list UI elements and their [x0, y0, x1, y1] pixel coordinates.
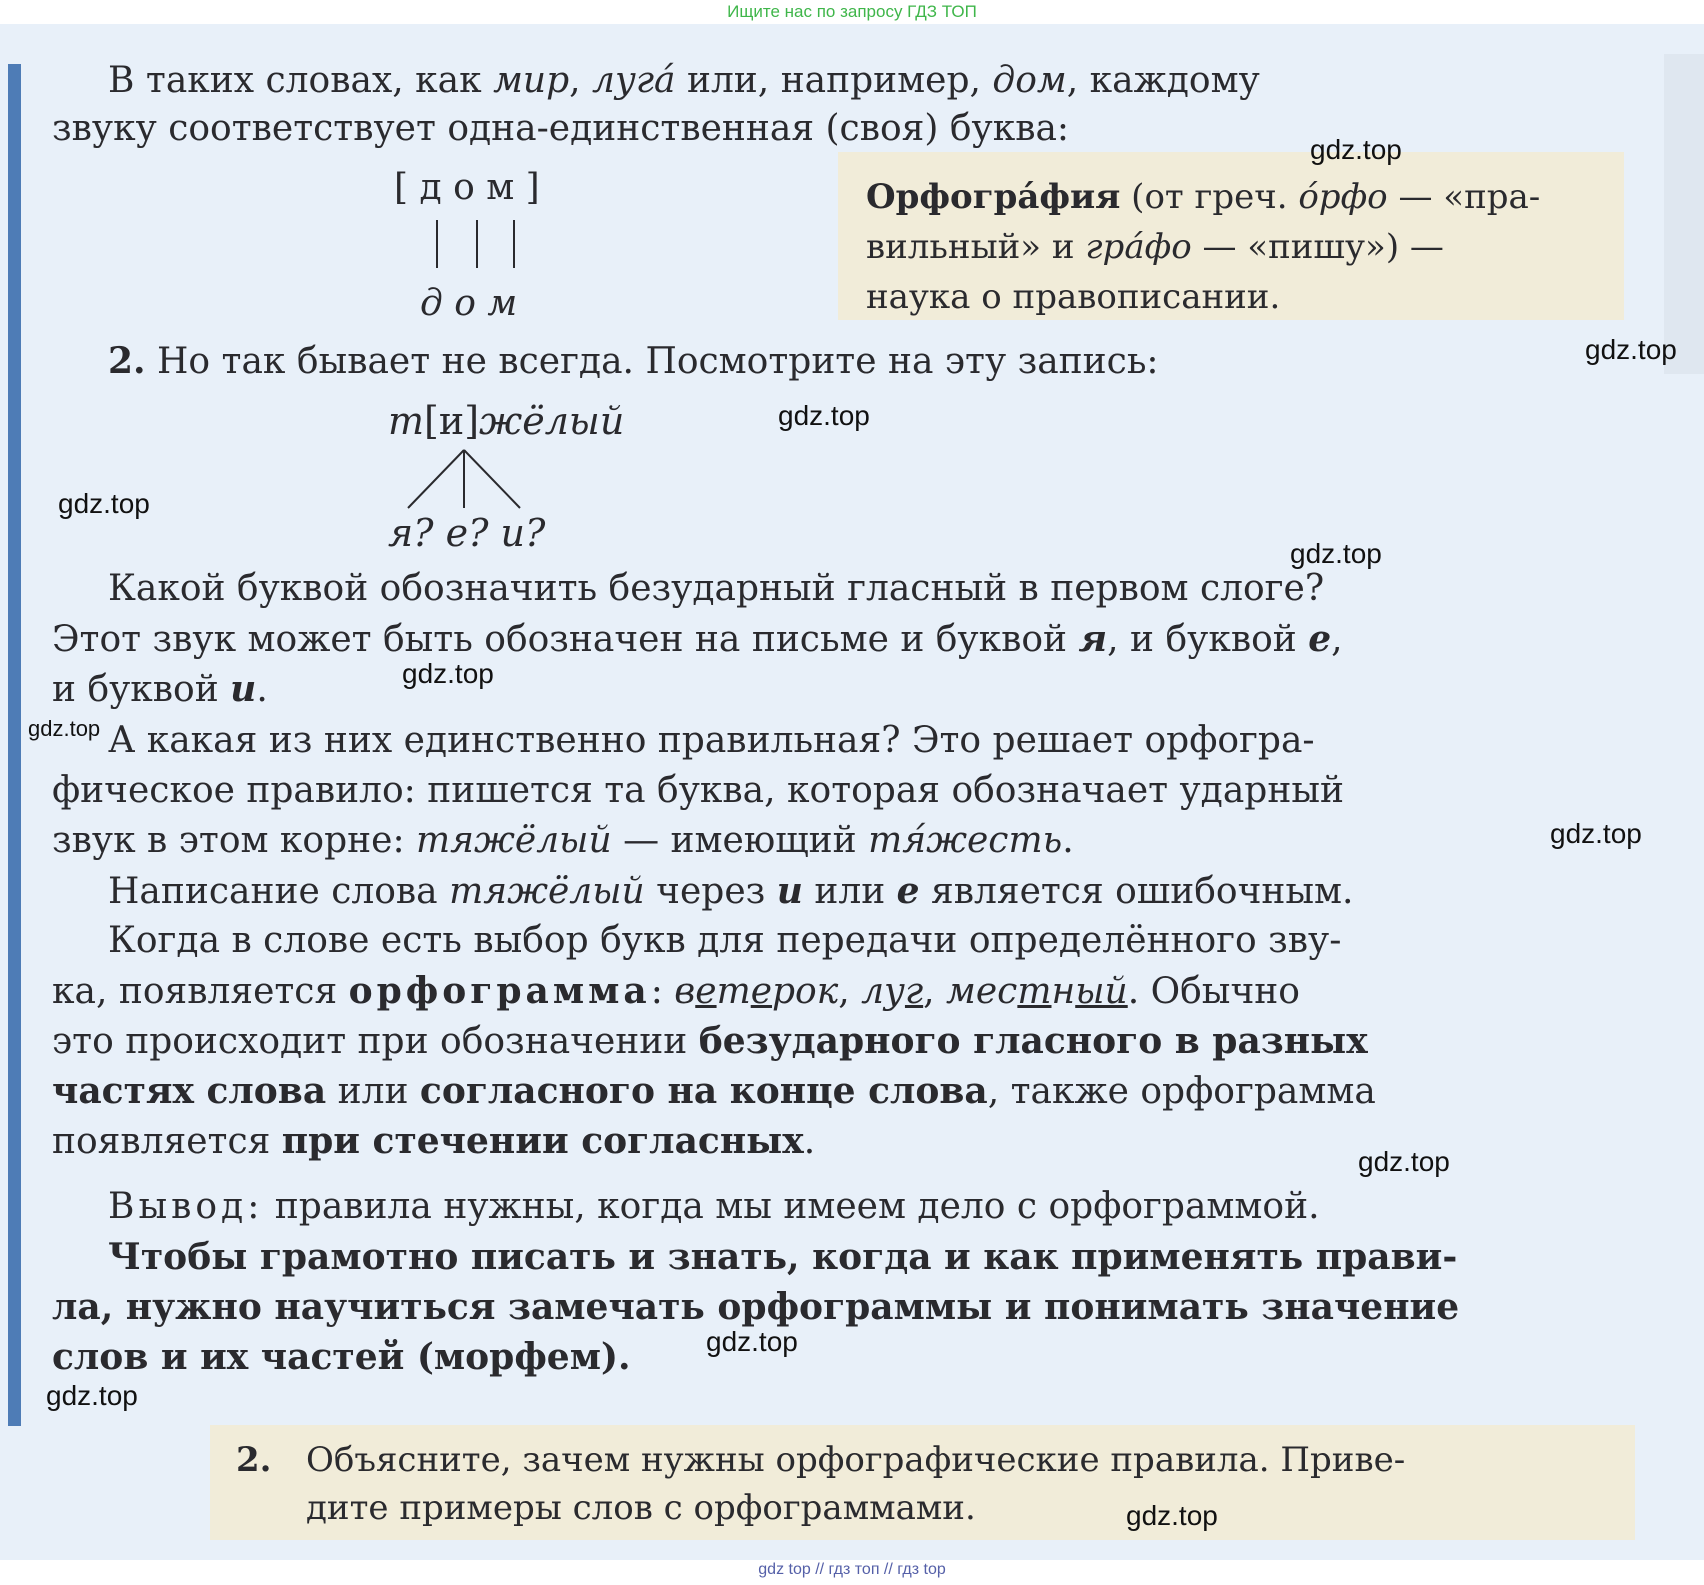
- task-line-1: Объясните, зачем нужны орфографические правила. Приве-: [306, 1440, 1406, 1480]
- paragraph-6-line-2: [52, 966, 1300, 1017]
- paragraph-2: [108, 336, 1159, 387]
- text: т: [388, 399, 425, 443]
- letter-options: я? е? и?: [388, 511, 546, 555]
- definition-term: Орфогрáфия: [866, 177, 1121, 217]
- watermark: gdz.top: [1550, 818, 1642, 849]
- dom-sounds-transcription: [ д о м ]: [394, 167, 540, 208]
- text: н: [1051, 971, 1076, 1012]
- text: , также орфограмма: [987, 1071, 1376, 1112]
- orfogramma-mark: г: [904, 971, 924, 1012]
- greek-word: грáфо: [1085, 227, 1192, 267]
- dom-letters: д о м: [420, 283, 518, 324]
- text: ,: [569, 60, 593, 101]
- letter: е: [1308, 618, 1332, 660]
- orfogramma-mark: е: [750, 971, 773, 1012]
- letter: и: [776, 870, 803, 912]
- orfogramma-mark: е: [695, 971, 717, 1012]
- text: — имеющий: [611, 820, 869, 861]
- text: ка, появляется: [52, 971, 349, 1012]
- example-word: мир: [493, 60, 570, 101]
- paragraph-6-line-4: [52, 1066, 1376, 1117]
- paragraph-4-line-3: [52, 816, 1074, 866]
- text: правила нужны, когда мы имеем дело с орфограммой.: [263, 1186, 1320, 1227]
- watermark: gdz.top: [1290, 538, 1382, 569]
- conclusion-line-1: [108, 1182, 1320, 1232]
- bold-text: безударного гласного в разных: [698, 1020, 1368, 1062]
- paragraph-3-line-1: Какой буквой обозначить безударный гласный в первом слоге?: [108, 568, 1325, 609]
- definition-line-1: [866, 172, 1540, 222]
- text: , каждому: [1066, 60, 1260, 101]
- orfogramma-mark: т: [1017, 971, 1052, 1012]
- text: ,: [923, 971, 947, 1012]
- paragraph-6-line-3: [52, 1016, 1368, 1067]
- text: ,: [1331, 619, 1343, 660]
- example-lug: [861, 971, 923, 1012]
- left-accent-bar: [8, 64, 21, 1426]
- watermark: gdz.top: [1126, 1500, 1218, 1531]
- text: Но так бывает не всегда. Посмотрите на эту запись:: [145, 341, 1159, 382]
- greek-word: óрфо: [1298, 177, 1388, 217]
- watermark: gdz.top: [1585, 334, 1677, 365]
- example-word: тя́жесть: [868, 820, 1063, 861]
- example-word: тяжёлый: [449, 871, 645, 912]
- watermark: gdz.top: [402, 658, 494, 689]
- text: появляется: [52, 1121, 282, 1162]
- conclusion-label: Вывод:: [108, 1186, 264, 1227]
- watermark: gdz.top: [706, 1326, 798, 1357]
- text: . Обычно: [1127, 971, 1300, 1012]
- conclusion-bold-line-1: Чтобы грамотно писать и знать, когда и как применять прави-: [108, 1236, 1458, 1278]
- paragraph-6-line-5: [52, 1116, 815, 1167]
- tyazhely-scheme-lines: [0, 0, 1, 1]
- paragraph-3-line-3: [52, 664, 268, 715]
- paragraph-4-line-1: А какая из них единственно правильная? Это решает орфогра-: [108, 720, 1315, 761]
- unstressed-sound: [и]: [424, 399, 480, 443]
- definition-line-2: [866, 222, 1444, 272]
- bold-text: частях слова: [52, 1070, 327, 1112]
- watermark: gdz.top: [778, 400, 870, 431]
- text: является ошибочным.: [919, 871, 1354, 912]
- term-orfogramma: орфограмма: [348, 970, 651, 1012]
- text: через: [644, 871, 777, 912]
- paragraph-1-line-2: звуку соответствует одна-единственная (своя) буква:: [52, 108, 1070, 149]
- letter: я: [1078, 618, 1108, 660]
- text: и буквой: [52, 669, 231, 710]
- conclusion-bold-line-2: ла, нужно научиться замечать орфограммы и понимать значение: [52, 1286, 1460, 1328]
- paragraph-6-line-1: Когда в слове есть выбор букв для передачи определённого зву-: [108, 920, 1342, 961]
- tyazhely-transcription: [388, 398, 624, 444]
- text: или: [326, 1071, 420, 1112]
- conclusion-bold-line-3: слов и их частей (морфем).: [52, 1336, 631, 1378]
- watermark: gdz.top: [58, 488, 150, 519]
- task-line-2: дите примеры слов с орфограммами.: [306, 1488, 976, 1528]
- text: .: [803, 1121, 816, 1162]
- text: .: [256, 669, 268, 710]
- example-mestny: [946, 971, 1128, 1012]
- paragraph-1-line-1: [108, 56, 1260, 106]
- example-word: дом: [992, 60, 1067, 101]
- text: вильный» и: [866, 227, 1086, 267]
- letter: е: [896, 870, 920, 912]
- text: звук в этом корне:: [52, 820, 417, 861]
- bottom-banner[interactable]: gdz top // гдз топ // гдз top: [758, 1561, 946, 1578]
- watermark: gdz.top: [28, 716, 101, 741]
- paragraph-4-line-2: фическое правило: пишется та буква, которая обозначает ударный: [52, 770, 1344, 811]
- bold-text: при стечении согласных: [281, 1120, 804, 1162]
- text: , и буквой: [1107, 619, 1309, 660]
- text: — «пра-: [1387, 177, 1541, 217]
- orfogramma-mark: ый: [1075, 971, 1128, 1012]
- text: — «пишу») —: [1191, 227, 1444, 267]
- text: .: [1062, 820, 1074, 861]
- text: :: [650, 971, 675, 1012]
- text: или, например,: [675, 60, 993, 101]
- text: лу: [861, 971, 905, 1012]
- task-number: 2.: [236, 1440, 272, 1480]
- text: это происходит при обозначении: [52, 1021, 699, 1062]
- right-edge-strip: [1664, 54, 1704, 374]
- text: мес: [946, 971, 1018, 1012]
- paragraph-number: 2.: [108, 340, 146, 382]
- text: Этот звук может быть обозначен на письме и буквой: [52, 619, 1079, 660]
- text: жёлый: [479, 399, 625, 443]
- text: т: [716, 971, 751, 1012]
- watermark: gdz.top: [1358, 1146, 1450, 1177]
- example-word: тяжёлый: [416, 820, 612, 861]
- text: (от греч.: [1120, 177, 1299, 217]
- text: ,: [838, 971, 862, 1012]
- text: В таких словах, как: [108, 60, 494, 101]
- text: или: [802, 871, 897, 912]
- watermark: gdz.top: [46, 1380, 138, 1411]
- text: Написание слова: [108, 871, 450, 912]
- example-word: лугá: [592, 60, 676, 101]
- example-veterok: [674, 971, 838, 1012]
- bold-text: согласного на конце слова: [419, 1070, 988, 1112]
- paragraph-5: [108, 866, 1353, 917]
- definition-line-3: наука о правописании.: [866, 277, 1281, 317]
- letter: и: [230, 668, 257, 710]
- paragraph-3-line-2: [52, 614, 1343, 665]
- text: рок: [772, 971, 839, 1012]
- top-banner[interactable]: Ищите нас по запросу ГДЗ ТОП: [727, 2, 977, 21]
- text: в: [674, 971, 696, 1012]
- watermark: gdz.top: [1310, 134, 1402, 165]
